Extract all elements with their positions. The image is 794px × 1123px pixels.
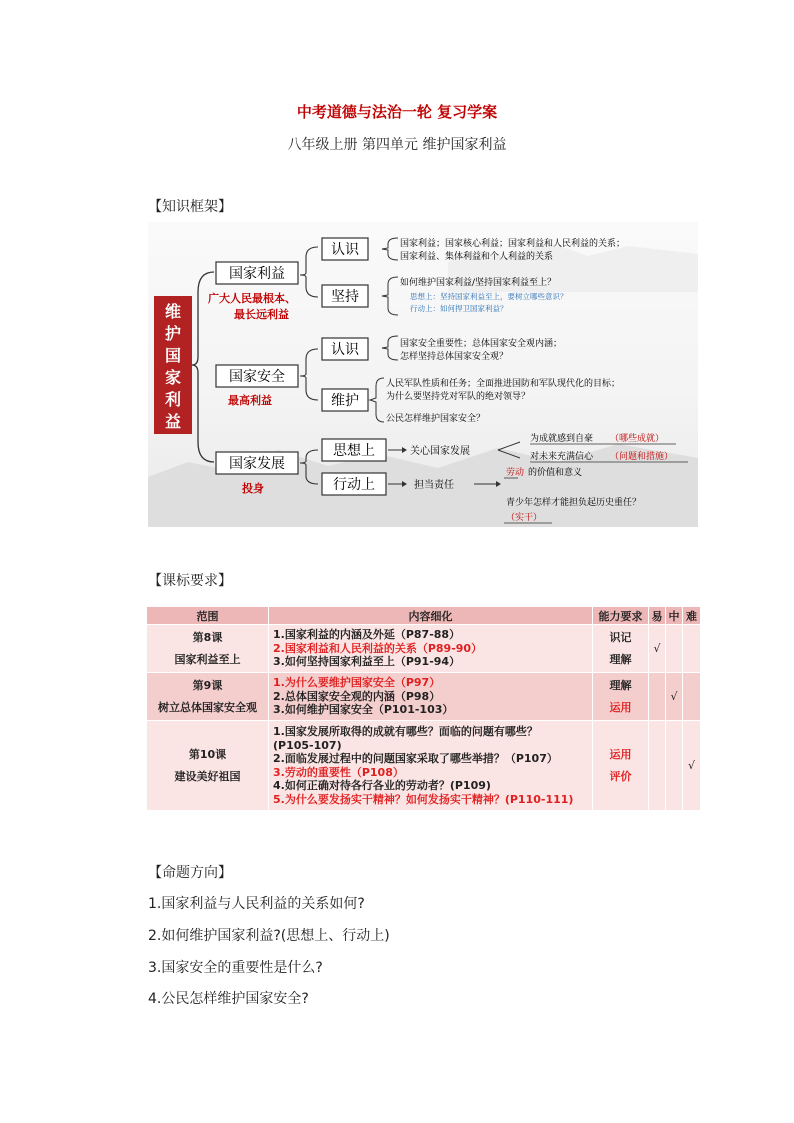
content-cell xyxy=(269,673,593,721)
lesson-title: 建设美好祖国 xyxy=(174,769,241,783)
table-row xyxy=(147,625,701,673)
outcome-text: 对未来充满信心 xyxy=(530,452,594,462)
lesson-title: 国家利益至上 xyxy=(174,652,241,666)
lesson-number: 第9课 xyxy=(192,678,223,692)
section-heading-framework: 【知识框架】 xyxy=(148,199,232,215)
outcome-tag: （问题和措施） xyxy=(610,452,674,462)
branch-note: 最长远利益 xyxy=(234,308,289,321)
section-heading-standards: 【课标要求】 xyxy=(148,573,232,589)
detail-line: 国家安全重要性；总体国家安全观内涵； xyxy=(400,339,563,349)
content-item: 3.如何维护国家安全（P101-103） xyxy=(273,703,454,717)
detail-brace xyxy=(382,238,398,260)
lesson-cell xyxy=(147,721,269,811)
content-item: 2.总体国家安全观的内涵（P98） xyxy=(273,689,441,703)
outcome-text: 为成就感到自豪 xyxy=(530,434,594,444)
root-char: 利 xyxy=(164,390,182,409)
content-item: 2.面临发展过程中的问题国家采取了哪些举措？（P107） xyxy=(273,752,558,765)
sub-mid: 关心国家发展 xyxy=(410,446,470,457)
detail-brace xyxy=(370,378,384,422)
hard-cell: √ xyxy=(683,721,701,811)
hard-cell xyxy=(683,625,701,673)
content-item: 3.劳动的重要性（P108） xyxy=(273,765,404,779)
detail-brace xyxy=(382,277,398,315)
easy-cell xyxy=(649,721,666,811)
arrow-line xyxy=(498,442,520,450)
content-item: 1.为什么要维护国家安全（P97） xyxy=(273,676,441,690)
outcome-lead: 劳动 xyxy=(506,468,525,478)
branch-note: 最高利益 xyxy=(228,394,272,407)
lesson-title: 树立总体国家安全观 xyxy=(158,700,257,714)
sub-brace xyxy=(300,349,318,400)
lesson-cell xyxy=(147,673,269,721)
root-char: 维 xyxy=(164,302,182,321)
content-cell xyxy=(269,625,593,673)
table-row xyxy=(147,721,701,811)
content-item: 1.国家发展所取得的成就有哪些？面临的问题有哪些？ xyxy=(273,725,538,738)
branch-title: 国家安全 xyxy=(229,369,285,385)
root-char: 国 xyxy=(164,346,182,365)
topic-item: 2.如何维护国家利益?(思想上、行动上) xyxy=(148,928,390,944)
detail-line: 如何维护国家利益/坚持国家利益至上？ xyxy=(400,278,557,288)
lesson-number: 第10课 xyxy=(188,747,227,761)
table-header-row xyxy=(147,607,701,625)
column-header: 易 xyxy=(649,607,666,625)
outcome-text: 青少年怎样才能担负起历史重任？ xyxy=(506,498,642,508)
root-char: 护 xyxy=(164,324,182,343)
sub-label: 思想上 xyxy=(333,443,375,459)
column-header: 难 xyxy=(683,607,701,625)
document-title: 中考道德与法治一轮 复习学案 xyxy=(296,103,498,121)
column-header: 能力要求 xyxy=(593,607,649,625)
column-header: 范围 xyxy=(147,607,269,625)
ability-level: 理解 xyxy=(609,678,632,692)
content-item: 4.如何正确对待各行各业的劳动者？(P109) xyxy=(273,779,491,792)
knowledge-framework-diagram xyxy=(148,222,698,527)
section-heading-topics: 【命题方向】 xyxy=(148,865,232,881)
sub-label: 行动上 xyxy=(333,477,375,493)
column-header: 内容细化 xyxy=(269,607,593,625)
branch-note: 广大人民最根本、 xyxy=(208,292,296,305)
branch-title: 国家发展 xyxy=(229,456,285,472)
framework-svg xyxy=(148,222,698,527)
level-cell xyxy=(593,721,649,811)
content-item: (P105-107) xyxy=(273,738,342,752)
medium-cell xyxy=(666,721,683,811)
content-item: 5.为什么要发扬实干精神？如何发扬实干精神？(P110-111) xyxy=(273,792,574,806)
level-cell xyxy=(593,673,649,721)
ability-level: 理解 xyxy=(609,652,632,666)
detail-brace xyxy=(382,336,398,360)
sub-label: 认识 xyxy=(331,342,359,358)
medium-cell xyxy=(666,625,683,673)
detail-line: 思想上：坚持国家利益至上，要树立哪些意识？ xyxy=(410,292,568,301)
branch-note: 投身 xyxy=(242,482,264,495)
detail-line: 公民怎样维护国家安全？ xyxy=(386,414,486,424)
outcome-tag: （实干） xyxy=(506,513,543,523)
content-item: 2.国家利益和人民利益的关系（P89-90） xyxy=(273,641,483,655)
document-subtitle: 八年级上册 第四单元 维护国家利益 xyxy=(287,137,507,153)
sub-label: 维护 xyxy=(331,393,359,409)
content-cell xyxy=(269,721,593,811)
sub-brace xyxy=(300,247,318,297)
lesson-cell xyxy=(147,625,269,673)
detail-line: 为什么要坚持党对军队的绝对领导？ xyxy=(386,392,531,402)
topic-item: 3.国家安全的重要性是什么? xyxy=(148,960,323,976)
detail-line: 行动上：如何捍卫国家利益？ xyxy=(410,304,508,313)
ability-level: 运用 xyxy=(609,700,632,714)
detail-line: 怎样坚持总体国家安全观？ xyxy=(400,352,509,362)
sub-label: 坚持 xyxy=(331,289,359,305)
content-item: 3.如何坚持国家利益至上（P91-94） xyxy=(273,655,461,669)
detail-line: 国家利益、集体利益和个人利益的关系 xyxy=(400,252,554,262)
detail-line: 国家利益；国家核心利益；国家利益和人民利益的关系； xyxy=(400,239,626,249)
topic-item: 1.国家利益与人民利益的关系如何? xyxy=(148,896,365,912)
lesson-number: 第8课 xyxy=(192,630,223,644)
arrow-head xyxy=(402,447,407,453)
medium-cell: √ xyxy=(666,673,683,721)
ability-level: 运用 xyxy=(609,747,632,761)
outcome-tag: （哪些成就） xyxy=(610,434,665,444)
branch-title: 国家利益 xyxy=(229,266,285,282)
curriculum-requirements-table xyxy=(146,606,701,811)
easy-cell xyxy=(649,673,666,721)
detail-line: 人民军队性质和任务；全面推进国防和军队现代化的目标； xyxy=(386,379,621,389)
topic-item: 4.公民怎样维护国家安全? xyxy=(148,991,309,1007)
table-row xyxy=(147,673,701,721)
content-item: 1.国家利益的内涵及外延（P87-88） xyxy=(273,628,461,642)
sub-mid: 担当责任 xyxy=(414,480,454,491)
root-char: 益 xyxy=(164,412,182,431)
easy-cell: √ xyxy=(649,625,666,673)
hard-cell xyxy=(683,673,701,721)
ability-level: 评价 xyxy=(609,769,632,783)
ability-level: 识记 xyxy=(609,630,632,644)
level-cell xyxy=(593,625,649,673)
sub-label: 认识 xyxy=(331,242,359,258)
outcome-text: 的价值和意义 xyxy=(528,468,583,478)
column-header: 中 xyxy=(666,607,683,625)
root-char: 家 xyxy=(164,368,182,387)
